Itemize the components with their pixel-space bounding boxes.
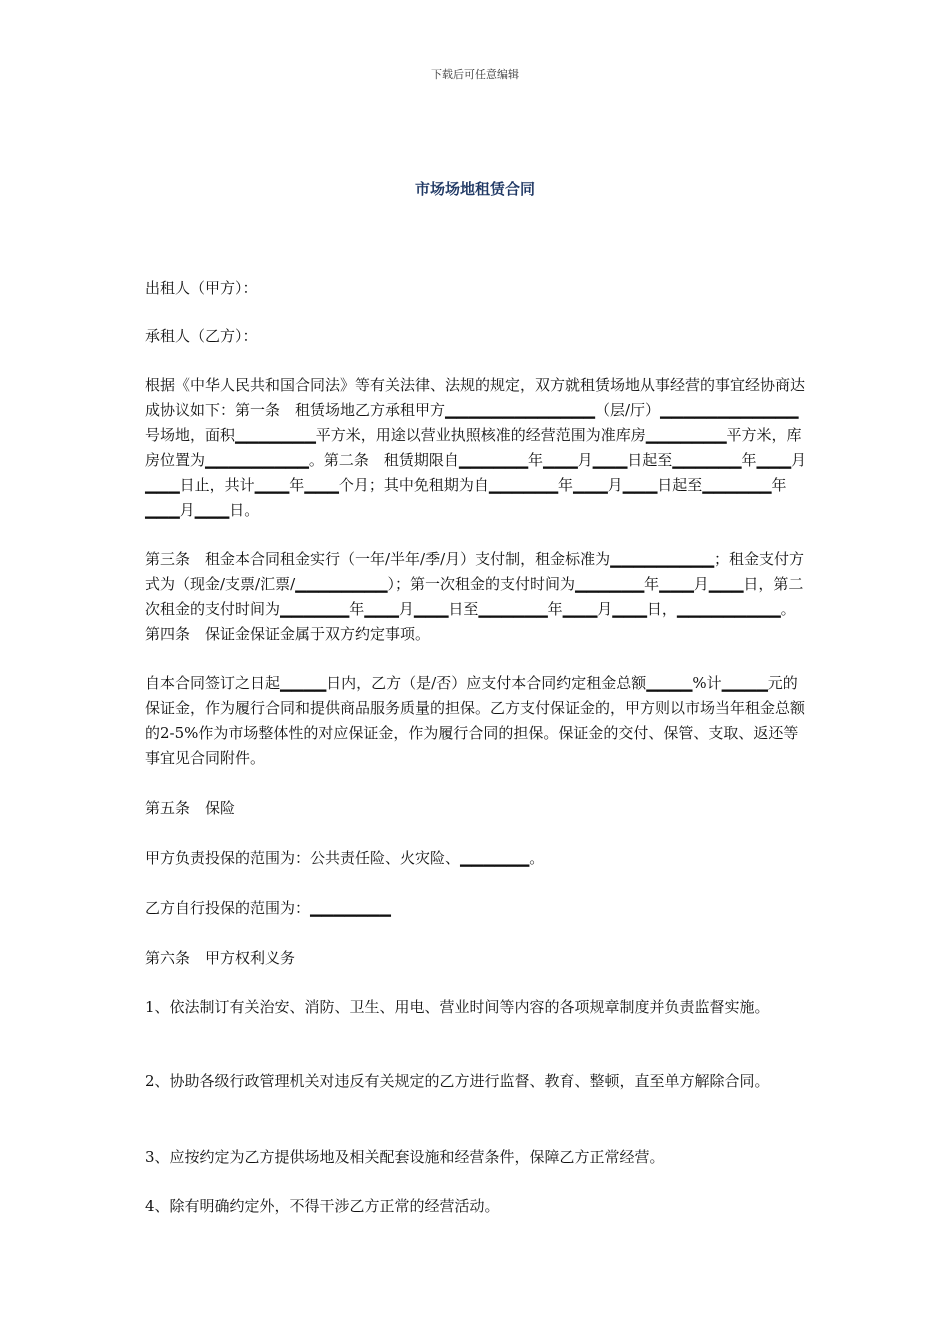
header-note: 下载后可任意编辑 [431, 68, 519, 81]
clause-3-4-paragraph: 第三条 租金本合同租金实行（一年/半年/季/月）支付制，租金标准为▁▁▁▁▁▁▁▁▁；租金支付方式为（现金/支票/汇票/▁▁▁▁▁▁▁▁）；第一次租金的支付时间为▁▁▁▁▁▁年▁▁▁月▁▁▁日，第二次租金的支付时间为▁▁▁▁▁▁年▁▁▁月▁▁▁日至▁▁▁▁▁▁年▁▁▁月▁▁▁日，▁▁▁▁▁▁▁▁▁。第四条 保证金保证金属于双方约定事项。 [145, 550, 804, 643]
lessor-duty-2: 2、协助各级行政管理机关对违反有关规定的乙方进行监督、教育、整顿，直至单方解除合同。 [145, 1072, 770, 1090]
lessor-insurance-line: 甲方负责投保的范围为：公共责任险、火灾险、▁▁▁▁▁▁。 [145, 849, 545, 867]
lessor-duty-1: 1、依法制订有关治安、消防、卫生、用电、营业时间等内容的各项规章制度并负责监督实施。 [145, 998, 770, 1016]
lessor-line: 出租人（甲方）： [145, 279, 258, 297]
lessee-line: 承租人（乙方）： [145, 327, 258, 345]
lessor-duty-4: 4、除有明确约定外，不得干涉乙方正常的经营活动。 [145, 1197, 500, 1215]
clause-6-heading: 第六条 甲方权利义务 [145, 949, 296, 967]
lessee-insurance-line: 乙方自行投保的范围为：▁▁▁▁▁▁▁ [145, 899, 391, 917]
clause-5-heading: 第五条 保险 [145, 799, 236, 817]
clause-1-2-paragraph: 根据《中华人民共和国合同法》等有关法律、法规的规定，双方就租赁场地从事经营的事宜经协商达成协议如下：第一条 租赁场地乙方承租甲方▁▁▁▁▁▁▁▁▁▁▁▁▁（层/厅）▁▁▁▁▁▁▁▁▁▁▁▁号场地，面积▁▁▁▁▁▁▁平方米，用途以营业执照核准的经营范围为准库房▁▁▁▁▁▁▁平方米，库房位置为▁▁▁▁▁▁▁▁▁。第二条 租赁期限自▁▁▁▁▁▁年▁▁▁月▁▁▁日起至▁▁▁▁▁▁年▁▁▁月▁▁▁日止，共计▁▁▁年▁▁▁个月；其中免租期为自▁▁▁▁▁▁年▁▁▁月▁▁▁日起至▁▁▁▁▁▁年▁▁▁月▁▁▁日。 [145, 376, 807, 519]
deposit-paragraph: 自本合同签订之日起▁▁▁▁日内，乙方（是/否）应支付本合同约定租金总额▁▁▁▁%计▁▁▁▁元的保证金，作为履行合同和提供商品服务质量的担保。乙方支付保证金的，甲方则以市场当年租金总额的2-5%作为市场整体性的对应保证金，作为履行合同的担保。保证金的交付、保管、支取、返还等事宜见合同附件。 [145, 674, 806, 767]
lessor-duty-3: 3、应按约定为乙方提供场地及相关配套设施和经营条件，保障乙方正常经营。 [145, 1148, 665, 1166]
document-title: 市场场地租赁合同 [414, 180, 535, 198]
